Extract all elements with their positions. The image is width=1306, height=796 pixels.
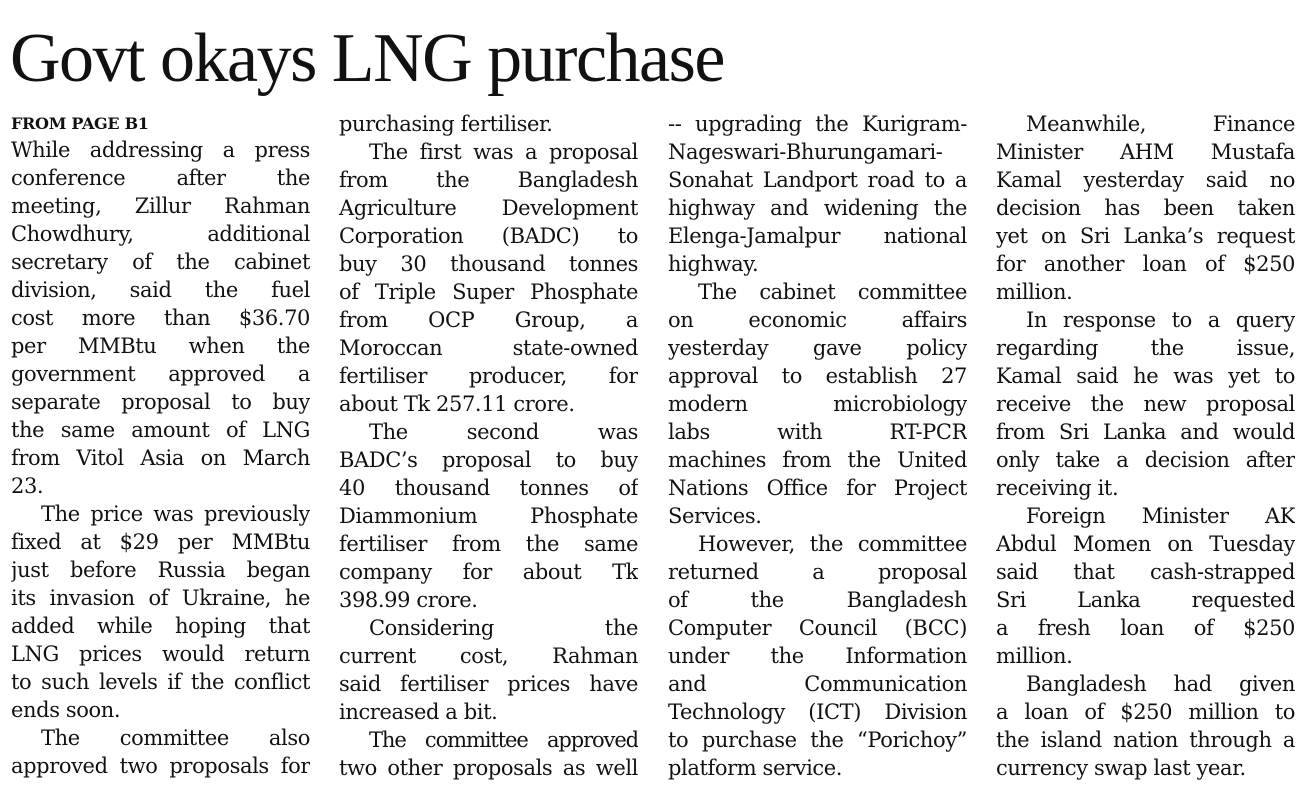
text-line: million. <box>996 644 1073 668</box>
text-line: Nageswari-Bhurungamari- <box>668 140 943 164</box>
text-line: Foreign Minister AK <box>1026 504 1295 528</box>
text-line: fixed at $29 per MMBtu <box>11 530 310 554</box>
text-line: said that cash-strapped <box>996 560 1295 584</box>
article-column-2 <box>339 110 638 794</box>
text-line: meeting, Zillur Rahman <box>11 194 310 218</box>
text-line: Agriculture Development <box>339 196 638 220</box>
text-line: The committee also <box>41 726 310 750</box>
text-line: the island nation through a <box>996 728 1295 752</box>
text-line: Computer Council (BCC) <box>668 616 967 640</box>
article-column-4 <box>996 110 1295 794</box>
text-line: conference after the <box>11 166 310 190</box>
text-line: a fresh loan of $250 <box>996 616 1295 640</box>
text-line: modern microbiology <box>668 392 967 416</box>
text-line: regarding the issue, <box>996 336 1295 360</box>
text-line: yesterday gave policy <box>668 336 967 360</box>
text-line: approved two proposals for <box>11 754 310 778</box>
text-line: added while hoping that <box>11 614 310 638</box>
text-line: receive the new proposal <box>996 392 1295 416</box>
text-line: ends soon. <box>11 698 121 722</box>
text-line: under the Information <box>668 644 967 668</box>
text-line: Kamal yesterday said no <box>996 168 1295 192</box>
text-line: Sonahat Landport road to a <box>668 168 967 192</box>
text-line: just before Russia began <box>11 558 310 582</box>
text-line: on economic affairs <box>668 308 967 332</box>
text-line: Chowdhury, additional <box>11 222 310 246</box>
text-line: currency swap last year. <box>996 756 1246 780</box>
text-line: approval to establish 27 <box>668 364 967 388</box>
text-line: The first was a proposal <box>369 140 638 164</box>
text-line: However, the committee <box>698 532 967 556</box>
text-line: to purchase the “Porichoy” <box>668 728 967 752</box>
text-line: Abdul Momen on Tuesday <box>996 532 1295 556</box>
text-line: per MMBtu when the <box>11 334 310 358</box>
text-line: 398.99 crore. <box>339 588 478 612</box>
text-line: BADC’s proposal to buy <box>339 448 638 472</box>
text-line: machines from the United <box>668 448 967 472</box>
text-line: company for about Tk <box>339 560 638 584</box>
text-line: The committee approved <box>369 728 638 752</box>
text-line: Corporation (BADC) to <box>339 224 638 248</box>
text-line: 40 thousand tonnes of <box>339 476 638 500</box>
text-line: Meanwhile, Finance <box>1026 112 1295 136</box>
text-line: The price was previously <box>41 502 310 526</box>
text-line: about Tk 257.11 crore. <box>339 392 575 416</box>
text-line: platform service. <box>668 756 843 780</box>
text-line: Services. <box>668 504 762 528</box>
text-line: from OCP Group, a <box>339 308 638 332</box>
text-line: cost more than $36.70 <box>11 306 310 330</box>
dateline: FROM PAGE B1 <box>11 114 149 133</box>
text-line: secretary of the cabinet <box>11 250 310 274</box>
text-line: its invasion of Ukraine, he <box>11 586 310 610</box>
text-line: separate proposal to buy <box>11 390 310 414</box>
article-column-3 <box>668 110 967 794</box>
text-line: returned a proposal <box>668 560 967 584</box>
text-line: yet on Sri Lanka’s request <box>996 224 1295 248</box>
text-line: Kamal said he was yet to <box>996 364 1295 388</box>
text-line: from Sri Lanka and would <box>996 420 1295 444</box>
text-line: two other proposals as well <box>339 756 638 780</box>
text-line: Bangladesh had given <box>1026 672 1295 696</box>
text-line: The second was <box>369 420 638 444</box>
text-line: from the Bangladesh <box>339 168 638 192</box>
text-line: labs with RT-PCR <box>668 420 967 444</box>
text-line: highway. <box>668 252 759 276</box>
text-line: million. <box>996 280 1073 304</box>
text-line: of Triple Super Phosphate <box>339 280 638 304</box>
headline: Govt okays LNG purchase <box>10 20 724 97</box>
text-line: Nations Office for Project <box>668 476 967 500</box>
text-line: Technology (ICT) Division <box>668 700 967 724</box>
text-line: Minister AHM Mustafa <box>996 140 1295 164</box>
text-line: fertiliser producer, for <box>339 364 638 388</box>
text-line: -- upgrading the Kurigram- <box>668 112 967 136</box>
text-line: only take a decision after <box>996 448 1295 472</box>
text-line: LNG prices would return <box>11 642 310 666</box>
text-line: The cabinet committee <box>698 280 967 304</box>
text-line: a loan of $250 million to <box>996 700 1295 724</box>
text-line: for another loan of $250 <box>996 252 1295 276</box>
text-line: decision has been taken <box>996 196 1295 220</box>
text-line: fertiliser from the same <box>339 532 638 556</box>
text-line: 23. <box>11 474 44 498</box>
text-line: current cost, Rahman <box>339 644 638 668</box>
text-line: division, said the fuel <box>11 278 310 302</box>
text-line: highway and widening the <box>668 196 967 220</box>
text-line: government approved a <box>11 362 310 386</box>
text-line: Moroccan state-owned <box>339 336 638 360</box>
text-line: purchasing fertiliser. <box>339 112 553 136</box>
text-line: of the Bangladesh <box>668 588 967 612</box>
text-line: increased a bit. <box>339 700 498 724</box>
text-line: receiving it. <box>996 476 1119 500</box>
text-line: Considering the <box>369 616 638 640</box>
text-line: Diammonium Phosphate <box>339 504 638 528</box>
text-line: the same amount of LNG <box>11 418 310 442</box>
text-line: In response to a query <box>1026 308 1295 332</box>
text-line: to such levels if the conflict <box>11 670 310 694</box>
text-line: and Communication <box>668 672 967 696</box>
text-line: While addressing a press <box>11 138 310 162</box>
text-line: Elenga-Jamalpur national <box>668 224 967 248</box>
text-line: Sri Lanka requested <box>996 588 1295 612</box>
text-line: from Vitol Asia on March <box>11 446 310 470</box>
text-line: said fertiliser prices have <box>339 672 638 696</box>
article-column-1 <box>11 110 310 794</box>
text-line: buy 30 thousand tonnes <box>339 252 638 276</box>
